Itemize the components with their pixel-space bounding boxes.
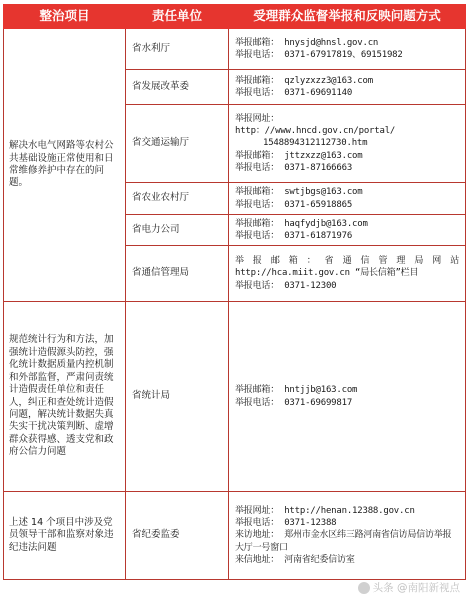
contact-cell (229, 215, 466, 246)
contact-cell (229, 29, 466, 70)
header-department: 责任单位 (126, 5, 229, 29)
department-cell: 省电力公司 (126, 215, 229, 246)
contact-line: 来访地址： 郑州市金水区纬三路河南省信访局信访举报大厅一号窗口 (235, 530, 452, 553)
contact-line[interactable]: 举报邮箱： swtjbgs@163.com (235, 187, 363, 198)
table-row (4, 29, 466, 70)
contact-line[interactable]: 举报电话： 0371-65918865 (235, 199, 353, 210)
header-contact-methods: 受理群众监督举报和反映问题方式 (229, 5, 466, 29)
contact-cell (229, 183, 466, 215)
contact-line[interactable]: http：//www.hncd.gov.cn/portal/ (235, 126, 396, 137)
contact-line[interactable]: 举报电话： 0371-67917819、69151982 (235, 50, 403, 60)
contact-line[interactable]: 举报电话： 0371-61871976 (235, 231, 353, 241)
table-row (4, 492, 466, 580)
contact-line[interactable]: 举报邮箱： haqfydjb@163.com (235, 218, 368, 229)
department-cell: 省通信管理局 (126, 246, 229, 302)
department-cell: 省水利厅 (126, 29, 229, 70)
watermark-logo-icon (358, 582, 370, 594)
contact-line[interactable]: 举报电话： 0371-12300 (235, 280, 337, 291)
report-table (3, 4, 466, 580)
table-header-row (4, 5, 466, 29)
contact-line[interactable]: 举报电话： 0371-69691140 (235, 88, 353, 98)
issue-cell: 解决水电气网路等农村公共基础设施正常使用和日常维修养护中存在的问题。 (4, 29, 126, 302)
contact-line[interactable]: http://hca.miit.gov.cn “局长信箱”栏目 (235, 268, 419, 279)
department-cell: 省交通运输厅 (126, 105, 229, 183)
contact-line[interactable]: 举报电话： 0371-69699817 (235, 397, 353, 408)
header-project: 整治项目 (4, 5, 126, 29)
department-cell: 省农业农村厅 (126, 183, 229, 215)
contact-line[interactable]: 举报网址： http://henan.12388.gov.cn (235, 505, 415, 516)
contact-line[interactable]: 举报电话： 0371-12388 (235, 518, 337, 529)
contact-line[interactable]: 举报电话： 0371-87166663 (235, 162, 353, 173)
contact-line[interactable]: 1548894312112730.htm (263, 138, 368, 149)
department-cell: 省纪委监委 (126, 492, 229, 580)
source-watermark (358, 580, 460, 595)
contact-cell (229, 302, 466, 492)
contact-line: 来信地址： 河南省纪委信访室 (235, 554, 355, 565)
contact-line[interactable]: 举报邮箱： qzlyzxzz3@163.com (235, 75, 373, 86)
contact-line[interactable]: 举报邮箱： hntjjb@163.com (235, 385, 358, 396)
contact-cell (229, 70, 466, 105)
contact-line: 举报网址： (235, 113, 280, 124)
issue-cell: 上述 14 个项目中涉及党员领导干部和监察对象违纪违法问题 (4, 492, 126, 580)
contact-cell (229, 105, 466, 183)
department-cell: 省发展改革委 (126, 70, 229, 105)
contact-line: 举 报 邮 箱 ： 省 通 信 管 理 局 网 站 (235, 256, 459, 267)
watermark-text: 头条 @南阳新视点 (372, 582, 460, 594)
department-cell: 省统计局 (126, 302, 229, 492)
contact-cell (229, 492, 466, 580)
contact-cell (229, 246, 466, 302)
contact-line[interactable]: 举报邮箱： hnysjd@hnsl.gov.cn (235, 37, 379, 48)
contact-line[interactable]: 举报邮箱： jttzxzz@163.com (235, 150, 363, 161)
table-row (4, 302, 466, 492)
issue-cell: 规范统计行为和方法，加强统计造假源头防控，强化统计数据质量内控机制和外部监督，严肃问责统计造假责任单位和责任人，纠正和查处统计造假问题，解决统计数据失真失实干扰决策判断、虚增群众获得感、透支党和政府公信力问题 (4, 302, 126, 492)
